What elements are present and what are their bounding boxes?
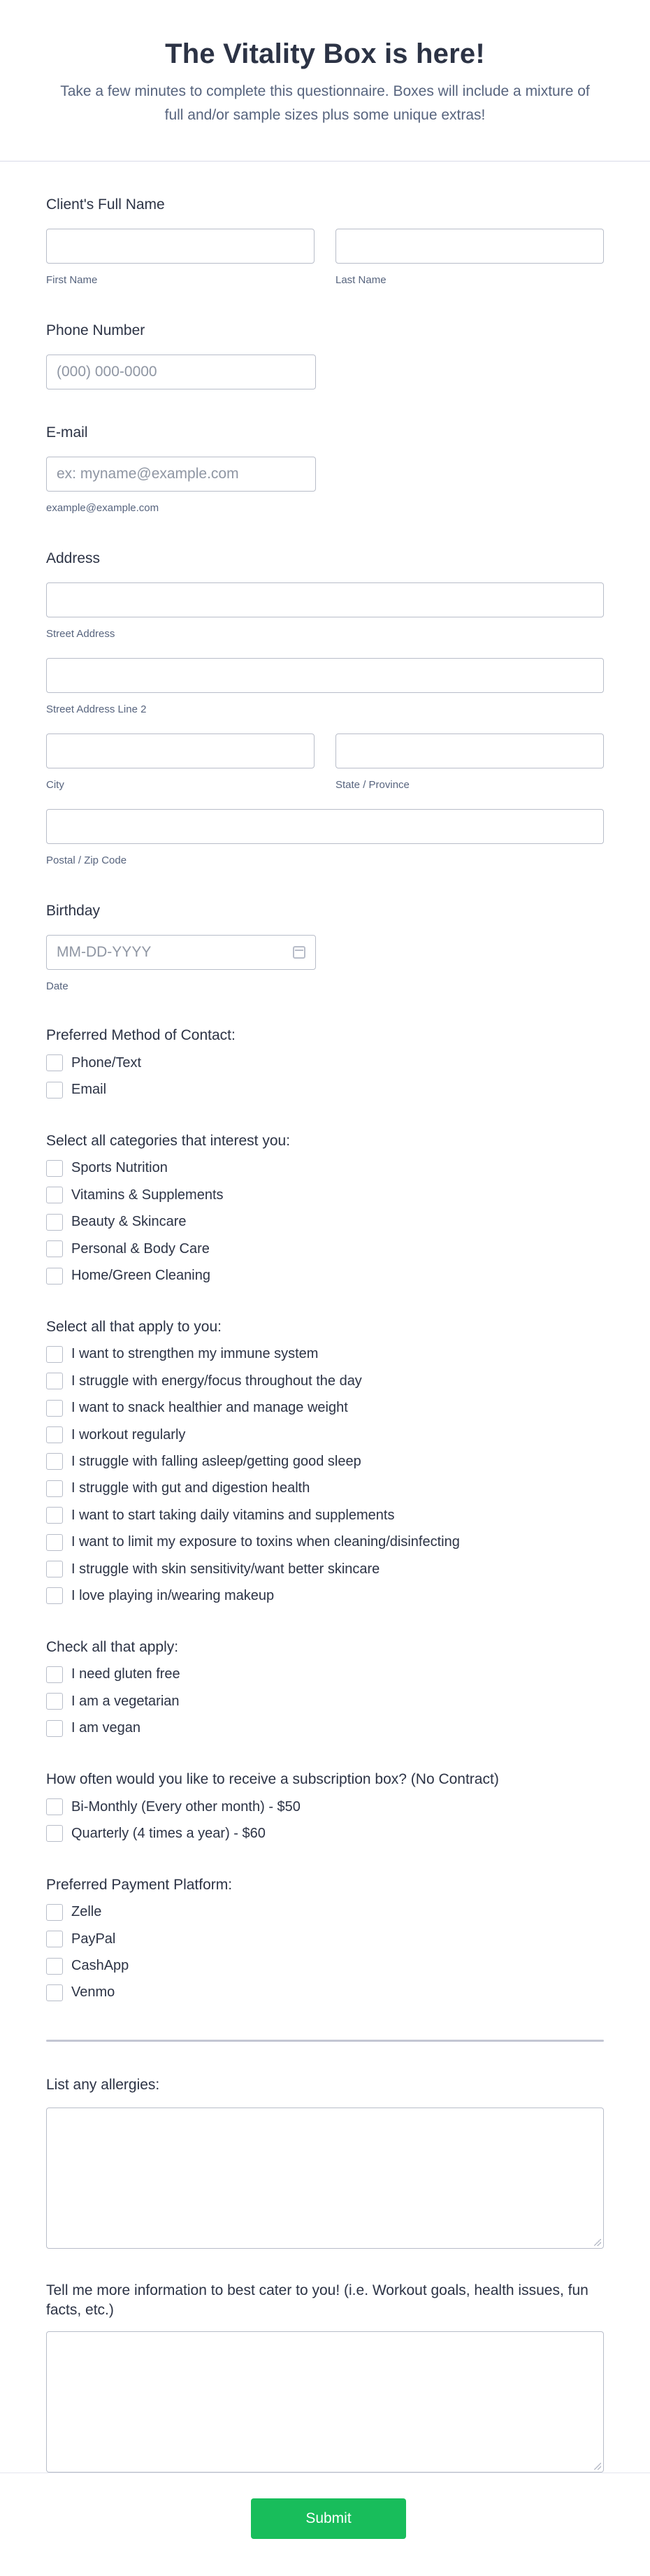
apply-label: Select all that apply to you: xyxy=(46,1318,222,1335)
state-input[interactable] xyxy=(335,734,604,768)
diet-option[interactable]: I am a vegetarian xyxy=(46,1688,604,1715)
calendar-icon[interactable] xyxy=(293,946,305,959)
phone-input[interactable]: (000) 000-0000 xyxy=(46,355,316,389)
street-address-2-input[interactable] xyxy=(46,658,604,693)
checkbox[interactable] xyxy=(46,1958,63,1975)
last-name-input[interactable] xyxy=(335,229,604,264)
last-name-sublabel: Last Name xyxy=(335,274,387,286)
diet-label: Check all that apply: xyxy=(46,1638,179,1655)
form-header xyxy=(0,0,650,162)
street-address-2-sublabel: Street Address Line 2 xyxy=(46,703,147,715)
resize-handle-icon[interactable] xyxy=(594,2463,601,2470)
checkbox[interactable] xyxy=(46,1082,63,1099)
category-option[interactable]: Home/Green Cleaning xyxy=(46,1262,604,1289)
more-info-field xyxy=(46,2281,604,2473)
category-option[interactable]: Sports Nutrition xyxy=(46,1155,604,1182)
resize-handle-icon[interactable] xyxy=(594,2239,601,2246)
diet-option[interactable]: I need gluten free xyxy=(46,1661,604,1688)
street-address-input[interactable] xyxy=(46,582,604,617)
more-info-textarea[interactable] xyxy=(46,2331,604,2473)
state-sublabel: State / Province xyxy=(335,779,410,791)
submit-button[interactable]: Submit xyxy=(251,2498,406,2539)
allergies-textarea[interactable] xyxy=(46,2108,604,2249)
form-subtitle: Take a few minutes to complete this questionnaire. Boxes will include a mixture of full and/or sample sizes plus some unique extras! xyxy=(60,83,590,123)
checkbox[interactable] xyxy=(46,1561,63,1577)
apply-option[interactable]: I struggle with falling asleep/getting good sleep xyxy=(46,1448,604,1475)
contact-method-label: Preferred Method of Contact: xyxy=(46,1027,236,1043)
frequency-label: How often would you like to receive a subscription box? (No Contract) xyxy=(46,1770,499,1787)
apply-option[interactable]: I want to start taking daily vitamins and supplements xyxy=(46,1502,604,1529)
allergies-field xyxy=(46,2075,604,2249)
birthday-field xyxy=(46,901,604,994)
birthday-label: Birthday xyxy=(46,903,101,919)
frequency-option[interactable]: Bi-Monthly (Every other month) - $50 xyxy=(46,1794,604,1820)
payment-label: Preferred Payment Platform: xyxy=(46,1876,233,1893)
payment-option[interactable]: Venmo xyxy=(46,1980,604,2006)
checkbox[interactable] xyxy=(46,1268,63,1285)
checkbox[interactable] xyxy=(46,1825,63,1842)
checkbox[interactable] xyxy=(46,1160,63,1177)
form-title: The Vitality Box is here! xyxy=(165,38,485,69)
street-address-sublabel: Street Address xyxy=(46,628,115,640)
categories-field xyxy=(46,1131,604,1289)
section-divider xyxy=(46,2040,604,2042)
checkbox[interactable] xyxy=(46,1720,63,1737)
email-field xyxy=(46,423,604,515)
city-sublabel: City xyxy=(46,779,64,791)
contact-option[interactable]: Phone/Text xyxy=(46,1050,604,1076)
birthday-placeholder: MM-DD-YYYY xyxy=(57,944,152,960)
contact-method-field xyxy=(46,1026,604,1103)
payment-option[interactable]: PayPal xyxy=(46,1926,604,1952)
payment-option[interactable]: Zelle xyxy=(46,1899,604,1926)
zip-input[interactable] xyxy=(46,809,604,844)
zip-sublabel: Postal / Zip Code xyxy=(46,854,127,866)
full-name-label: Client's Full Name xyxy=(46,196,165,213)
contact-option[interactable]: Email xyxy=(46,1076,604,1103)
address-label: Address xyxy=(46,550,101,566)
checkbox[interactable] xyxy=(46,1904,63,1921)
category-option[interactable]: Beauty & Skincare xyxy=(46,1209,604,1236)
birthday-input[interactable] xyxy=(46,935,316,970)
form-footer xyxy=(0,2473,650,2576)
checkbox[interactable] xyxy=(46,1798,63,1815)
first-name-input[interactable] xyxy=(46,229,315,264)
checkbox[interactable] xyxy=(46,1587,63,1604)
category-option[interactable]: Vitamins & Supplements xyxy=(46,1182,604,1208)
apply-field xyxy=(46,1317,604,1610)
checkbox[interactable] xyxy=(46,1400,63,1417)
full-name-field xyxy=(46,195,604,287)
checkbox[interactable] xyxy=(46,1214,63,1231)
diet-option[interactable]: I am vegan xyxy=(46,1715,604,1741)
checkbox[interactable] xyxy=(46,1453,63,1470)
email-label: E-mail xyxy=(46,424,88,441)
frequency-option[interactable]: Quarterly (4 times a year) - $60 xyxy=(46,1820,604,1847)
checkbox[interactable] xyxy=(46,1693,63,1710)
frequency-field xyxy=(46,1770,604,1847)
address-field xyxy=(46,549,604,868)
payment-option[interactable]: CashApp xyxy=(46,1952,604,1979)
checkbox[interactable] xyxy=(46,1054,63,1071)
birthday-sublabel: Date xyxy=(46,980,68,992)
checkbox[interactable] xyxy=(46,1187,63,1203)
payment-field xyxy=(46,1875,604,2007)
checkbox[interactable] xyxy=(46,1373,63,1389)
first-name-sublabel: First Name xyxy=(46,274,98,286)
apply-option[interactable]: I struggle with skin sensitivity/want better skincare xyxy=(46,1556,604,1582)
category-option[interactable]: Personal & Body Care xyxy=(46,1236,604,1262)
apply-option[interactable]: I struggle with gut and digestion health xyxy=(46,1475,604,1502)
apply-option[interactable]: I want to snack healthier and manage weight xyxy=(46,1395,604,1422)
checkbox[interactable] xyxy=(46,1534,63,1551)
checkbox[interactable] xyxy=(46,1426,63,1443)
apply-option[interactable]: I struggle with energy/focus throughout the day xyxy=(46,1368,604,1394)
checkbox[interactable] xyxy=(46,1931,63,1947)
email-sublabel: example@example.com xyxy=(46,502,159,514)
diet-field xyxy=(46,1638,604,1742)
categories-label: Select all categories that interest you: xyxy=(46,1132,291,1149)
apply-option[interactable]: I love playing in/wearing makeup xyxy=(46,1582,604,1609)
checkbox[interactable] xyxy=(46,1346,63,1363)
apply-option[interactable]: I workout regularly xyxy=(46,1422,604,1448)
email-input[interactable]: ex: myname@example.com xyxy=(46,457,316,492)
phone-label: Phone Number xyxy=(46,322,145,338)
city-input[interactable] xyxy=(46,734,315,768)
more-info-label: Tell me more information to best cater to you! (i.e. Workout goals, health issues, fun facts, etc.) xyxy=(46,2282,588,2319)
allergies-label: List any allergies: xyxy=(46,2077,160,2094)
checkbox[interactable] xyxy=(46,1984,63,2001)
checkbox[interactable] xyxy=(46,1240,63,1257)
apply-option[interactable]: I want to strengthen my immune system xyxy=(46,1341,604,1368)
form-body xyxy=(0,195,650,2473)
apply-option[interactable]: I want to limit my exposure to toxins when cleaning/disinfecting xyxy=(46,1529,604,1555)
checkbox[interactable] xyxy=(46,1666,63,1683)
checkbox[interactable] xyxy=(46,1480,63,1497)
checkbox[interactable] xyxy=(46,1507,63,1524)
phone-field xyxy=(46,321,604,389)
